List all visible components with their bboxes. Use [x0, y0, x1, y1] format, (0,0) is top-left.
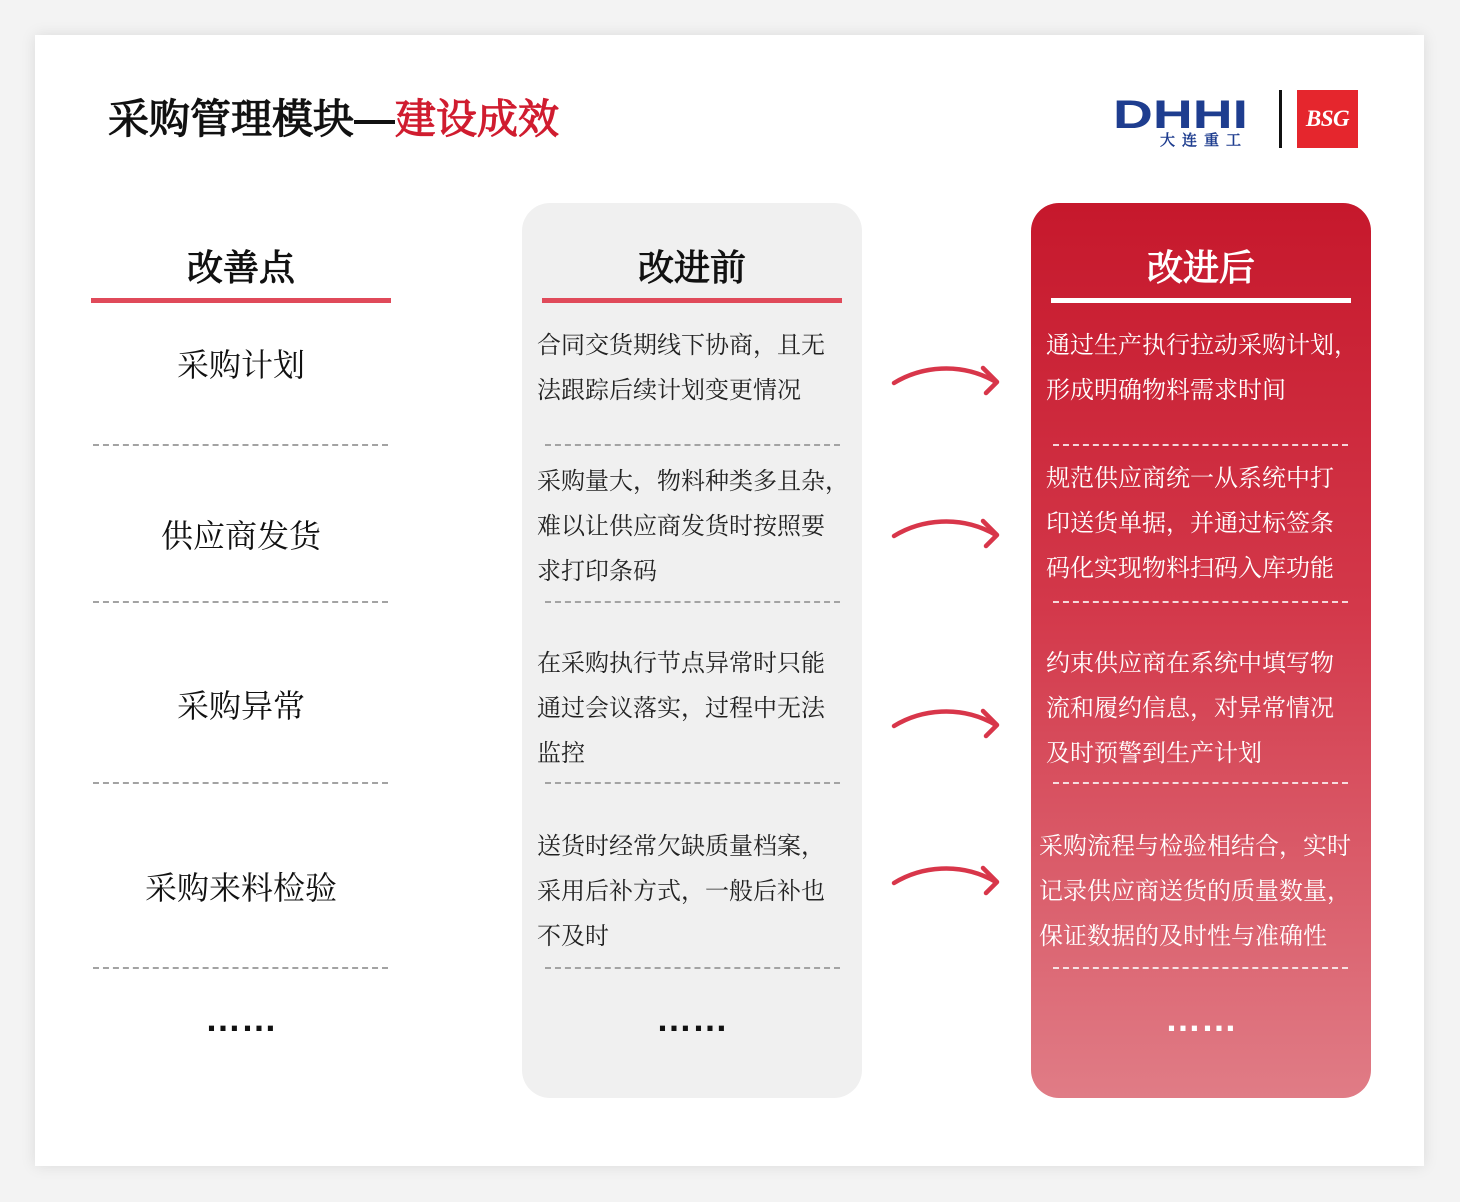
row-label: 采购来料检验 [144, 870, 337, 906]
row-before-text [537, 641, 825, 776]
row-divider [93, 967, 388, 969]
dhhi-logo: DHHI [1113, 93, 1248, 137]
row-after-text [1046, 456, 1334, 591]
title-main: 采购管理模块— [108, 96, 395, 142]
row-before-text [537, 824, 825, 959]
text-line: 规范供应商统一从系统中打 [1046, 465, 1334, 492]
text-line: 难以让供应商发货时按照要 [537, 513, 825, 540]
row-divider [545, 444, 840, 446]
text-line: 法跟踪后续计划变更情况 [537, 377, 801, 404]
row-label: 供应商发货 [160, 518, 321, 554]
row-after-text [1046, 323, 1358, 413]
curved-arrow-icon [890, 855, 1005, 897]
row-divider [93, 601, 388, 603]
row-after-text [1046, 641, 1334, 776]
title-highlight: 建设成效 [395, 96, 559, 142]
bsg-logo: BSG [1297, 90, 1358, 148]
text-line: 送货时经常欠缺质量档案， [537, 833, 825, 860]
text-line: 监控 [537, 740, 585, 767]
text-line: 流和履约信息，对异常情况 [1046, 695, 1334, 722]
more-ellipsis-point: …… [205, 998, 277, 1039]
row-divider [1053, 601, 1348, 603]
text-line: 采购量大，物料种类多且杂， [537, 468, 849, 495]
text-line: 通过会议落实，过程中无法 [537, 695, 825, 722]
header-underline-after [1051, 298, 1351, 303]
dhhi-logo-cn: 大连重工 [1160, 132, 1249, 149]
text-line: 约束供应商在系统中填写物 [1046, 650, 1334, 677]
curved-arrow-icon [890, 355, 1005, 397]
row-divider [545, 601, 840, 603]
curved-arrow-icon [890, 508, 1005, 550]
row-divider [93, 782, 388, 784]
row-divider [545, 967, 840, 969]
row-divider [1053, 967, 1348, 969]
text-line: 保证数据的及时性与准确性 [1039, 923, 1327, 950]
text-line: 通过生产执行拉动采购计划， [1046, 332, 1358, 359]
row-divider [93, 444, 388, 446]
text-line: 记录供应商送货的质量数量， [1039, 878, 1351, 905]
text-line: 码化实现物料扫码入库功能 [1046, 555, 1334, 582]
text-line: 合同交货期线下协商，且无 [537, 332, 825, 359]
row-divider [545, 782, 840, 784]
page-title [108, 96, 559, 142]
more-ellipsis-after: …… [1165, 998, 1237, 1039]
header-improvement-point: 改善点 [186, 247, 295, 288]
more-ellipsis-before: …… [656, 998, 728, 1039]
row-divider [1053, 444, 1348, 446]
text-line: 求打印条码 [537, 558, 657, 585]
logo-divider [1279, 90, 1282, 148]
text-line: 印送货单据，并通过标签条 [1046, 510, 1334, 537]
row-before-text [537, 323, 825, 413]
row-label: 采购异常 [176, 688, 305, 724]
row-before-text [537, 459, 849, 594]
header-before: 改进前 [637, 247, 746, 288]
header-after: 改进后 [1146, 247, 1255, 288]
row-after-text [1039, 824, 1351, 959]
header-underline-point [91, 298, 391, 303]
header-underline-before [542, 298, 842, 303]
row-divider [1053, 782, 1348, 784]
text-line: 采购流程与检验相结合，实时 [1039, 833, 1351, 860]
text-line: 及时预警到生产计划 [1046, 740, 1262, 767]
curved-arrow-icon [890, 698, 1005, 740]
text-line: 采用后补方式，一般后补也 [537, 878, 825, 905]
text-line: 在采购执行节点异常时只能 [537, 650, 825, 677]
row-label: 采购计划 [176, 347, 305, 383]
text-line: 形成明确物料需求时间 [1046, 377, 1286, 404]
text-line: 不及时 [537, 923, 609, 950]
